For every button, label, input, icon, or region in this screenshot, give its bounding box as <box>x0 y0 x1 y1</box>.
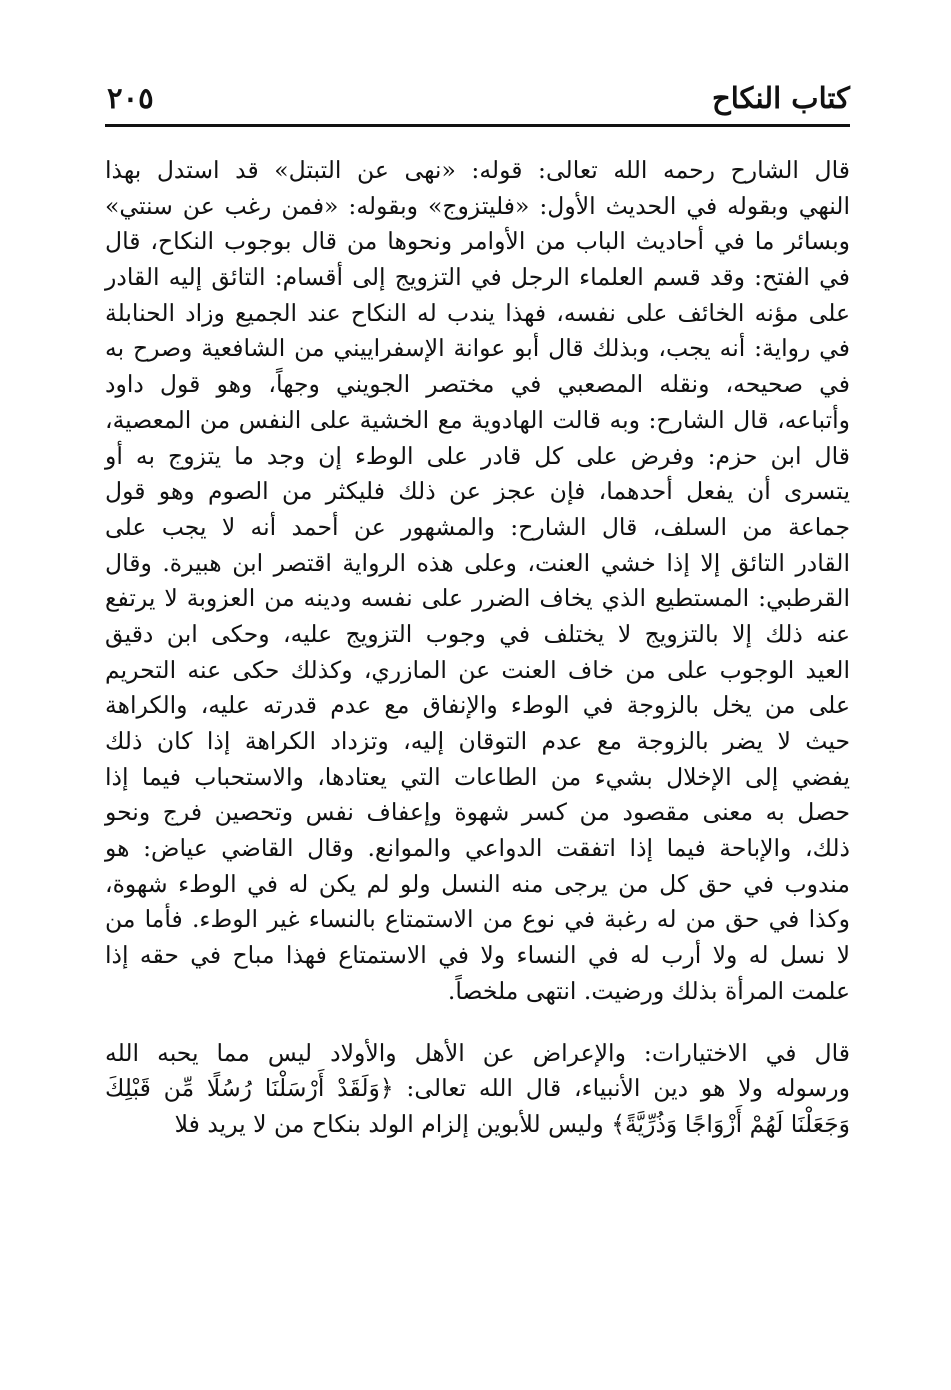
text-line: يفضي إلى الإخلال بشيء من الطاعات التي يعتادها، والاستحباب فيما إذا <box>105 762 850 791</box>
text-line: في صحيحه، ونقله المصعبي في مختصر الجويني وجهاً، وهو قول داود <box>105 370 850 399</box>
text-line: القادر التائق إلا إذا خشي العنت، وعلى هذه الرواية اقتصر ابن هبيرة. وقال <box>105 548 850 577</box>
paragraph-commentary <box>105 153 850 1010</box>
text-line: ورسوله ولا هو دين الأنبياء، قال الله تعالى: ﴿وَلَقَدْ أَرْسَلْنَا رُسُلًا مِّن قَبْلِكَ <box>105 1074 850 1103</box>
text-line: عنه ذلك إلا بالتزويج لا يختلف في وجوب التزويج عليه، وحكى ابن دقيق <box>105 619 850 648</box>
text-line: وأتباعه، قال الشارح: وبه قالت الهادوية مع الخشية على النفس من المعصية، <box>105 405 850 434</box>
paragraph-spacer <box>105 1010 850 1036</box>
text-line: في رواية: أنه يجب، وبذلك قال أبو عوانة الإسفراييني من الشافعية وصرح به <box>105 334 850 363</box>
text-line: وَجَعَلْنَا لَهُمْ أَزْوَاجًا وَذُرِّيَّةً﴾ وليس للأبوين إلزام الولد بنكاح من لا يريد فلا <box>174 1109 850 1138</box>
text-line: في الفتح: وقد قسم العلماء الرجل في التزويج إلى أقسام: التائق إليه القادر <box>105 263 850 292</box>
text-line: ذلك، والإباحة فيما إذا اتفقت الدواعي والموانع. وقال القاضي عياض: هو <box>105 834 850 863</box>
text-line: العيد الوجوب على من خاف العنت عن المازري، وكذلك حكى عنه التحريم <box>105 655 850 684</box>
text-line: علمت المرأة بذلك ورضيت. انتهى ملخصاً. <box>447 976 850 1005</box>
chapter-title: كتاب النكاح <box>711 81 850 115</box>
text-line: قال ابن حزم: وفرض على كل قادر على الوطء إن وجد ما يتزوج به أو <box>105 441 850 470</box>
paragraph-ikhtiyarat <box>105 1036 850 1143</box>
body-text <box>105 153 850 1143</box>
book-page <box>105 78 850 1143</box>
text-line: وكذا في حق من له رغبة في نوع من الاستمتاع بالنساء غير الوطء. فأما من <box>105 905 850 934</box>
text-line: لا نسل له ولا أرب له في النساء ولا في الاستمتاع فهذا مباح في حقه إذا <box>105 941 850 970</box>
running-header <box>105 78 850 122</box>
text-line: قال الشارح رحمه الله تعالى: قوله: «نهى عن التبتل» قد استدل بهذا <box>105 156 850 184</box>
page-number: ٢٠٥ <box>107 81 154 115</box>
text-line: مندوب في حق كل من يرجى منه النسل ولو لم يكن له في الوطء شهوة، <box>105 869 850 898</box>
text-line: يتسرى أن يفعل أحدهما، فإن عجز عن ذلك فليكثر من الصوم وهو قول <box>105 477 850 506</box>
text-line: القرطبي: المستطيع الذي يخاف الضرر على نفسه ودينه من العزوبة لا يرتفع <box>105 584 850 613</box>
text-line: على مؤنه الخائف على نفسه، فهذا يندب له النكاح عند الجميع وزاد الحنابلة <box>105 298 850 327</box>
text-line: النهي وبقوله في الحديث الأول: «فليتزوج» وبقوله: «فمن رغب عن سنتي» <box>105 191 850 220</box>
text-line: جماعة من السلف، قال الشارح: والمشهور عن أحمد أنه لا يجب على <box>105 512 850 541</box>
text-line: على من يخل بالزوجة في الوطء والإنفاق مع عدم قدرته عليه، والكراهة <box>105 691 850 720</box>
text-line: حصل به معنى مقصود من كسر شهوة وإعفاف نفس وتحصين فرج ونحو <box>105 798 850 827</box>
text-line: قال في الاختيارات: والإعراض عن الأهل والأولاد ليس مما يحبه الله <box>105 1038 850 1067</box>
text-line: وبسائر ما في أحاديث الباب من الأوامر ونحوها من قال بوجوب النكاح، قال <box>105 227 850 256</box>
text-line: حيث لا يضر بالزوجة مع عدم التوقان إليه، وتزداد الكراهة إذا كان ذلك <box>105 727 850 755</box>
header-divider <box>105 124 850 127</box>
